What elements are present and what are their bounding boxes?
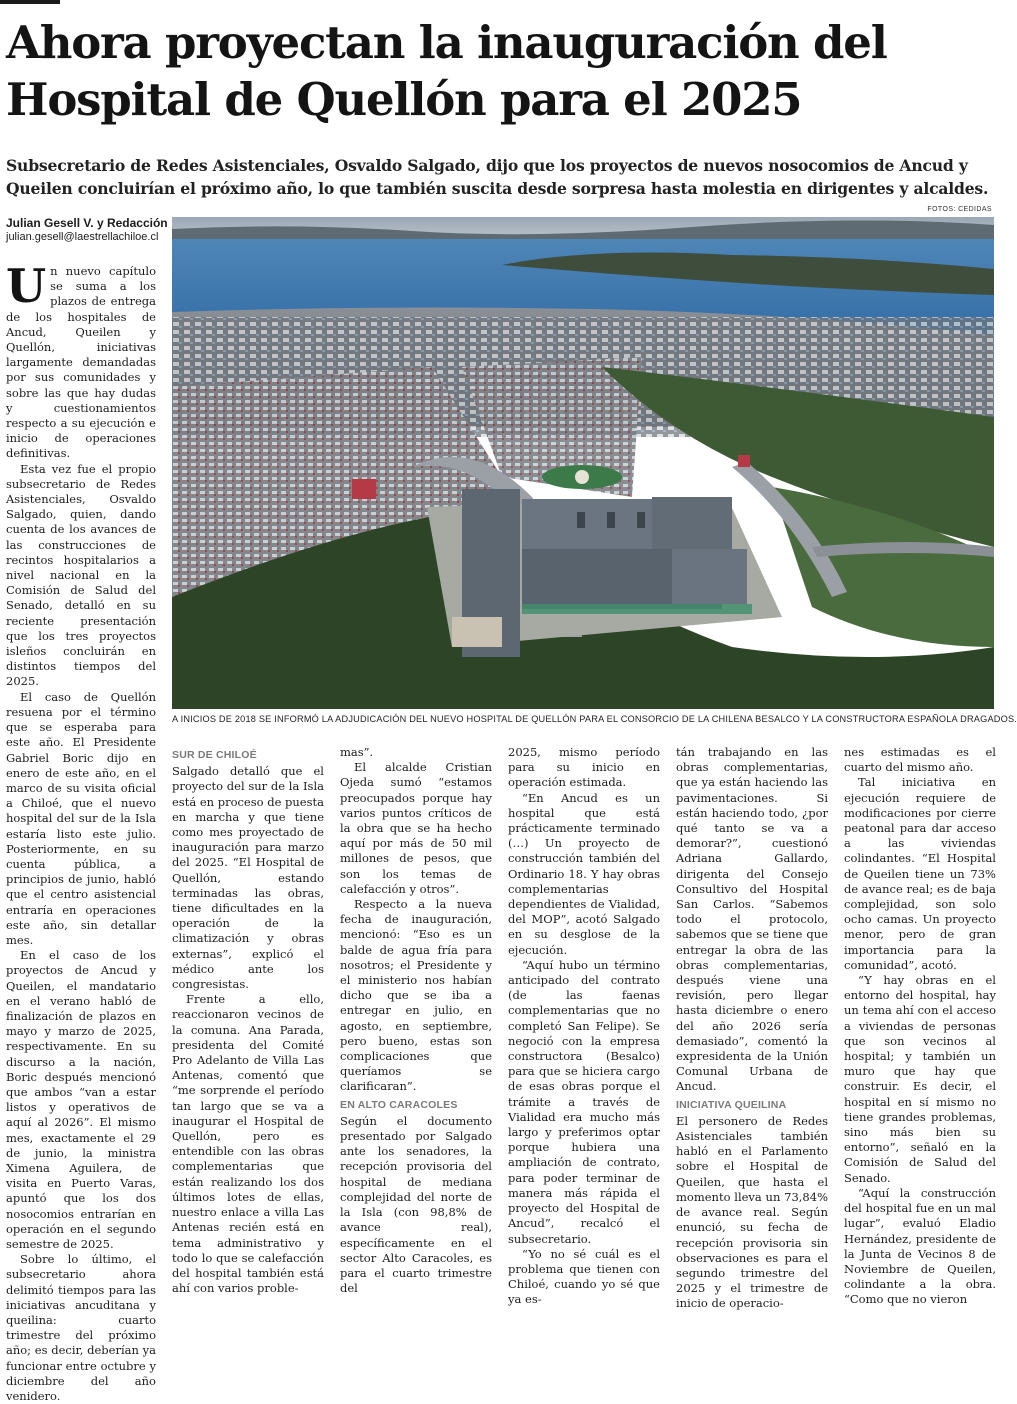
paragraph: 2025, mismo período para su inicio en operación estimada. (508, 745, 660, 790)
article-column-3 (340, 745, 492, 1296)
paragraph: Salgado detalló que el proyecto del sur de la Isla está en proceso de puesta en marcha y que tiene como mes proyectado de inauguración para marzo del 2025. “El Hospital de Quellón, estando terminadas las obras, tiene dificultades en la operación de la climatización y obras externas”, explicó el médico ante los congresistas. (172, 764, 324, 992)
headline: Ahora proyectan la inauguración del Hospital de Quellón para el 2025 (6, 16, 887, 126)
lead-text: n nuevo capítulo se suma a los plazos de entrega de los hospitales de Ancud, Queilen y Quellón, iniciativas largamente demandadas por sus comunidades y sobre las que hay dudas y cuestionamientos respecto a su ejecución e inicio de operaciones definitivas. (6, 264, 156, 461)
paragraph: nes estimadas es el cuarto del mismo año. (844, 745, 996, 775)
section-heading-sur-de-chiloe: SUR DE CHILOÉ (172, 749, 257, 761)
paragraph: Frente a ello, reaccionaron vecinos de la comuna. Ana Parada, presidenta del Comité Pro Adelanto de Villa Las Antenas, comentó que “me sorprende el período tan largo que se va a inaugurar el Hospital de Quellón, pero es entendible con las obras complementarias que están realizando los dos últimos lotes de ellas, nuestro enlace a villa Las Antenas recién está en tema administrativo y todo lo que se calefacción del hospital también está ahí con varios proble- (172, 992, 324, 1296)
subheadline: Subsecretario de Redes Asistenciales, Osvaldo Salgado, dijo que los proyectos de nuevos nosocomios de Ancud y Queilen concluirían el próximo año, lo que también suscita desde sorpresa hasta molestia en dirigentes y alcaldes. (6, 156, 989, 198)
byline-author: Julian Gesell V. y Redacción (6, 216, 168, 230)
article-column-4 (508, 745, 660, 1307)
paragraph: El caso de Quellón resuena por el término que se esperaba para este año. El Presidente Gabriel Boric dijo en enero de este año, en el marco de su visita oficial a Chiloé, que el nuevo hospital del sur de la Isla estaría listo este julio. Posteriormente, en su cuenta pública, a principios de junio, habló que el centro asistencial entraría en operaciones este año, sin detallar mes. (6, 689, 156, 947)
paragraph: El alcalde Cristian Ojeda sumó “estamos preocupados porque hay varios puntos críticos de la obra que se ha hecho aquí por más de 50 mil millones de pesos, que son los temas de calefacción y otros”. (340, 760, 492, 896)
paragraph: “Aquí hubo un término anticipado del contrato (de las faenas complementarias que no completó San Felipe). Se negoció con la empresa constructora (Besalco) para que se hiciera cargo de esas obras porque el trámite a través de Vialidad era mucho más largo y preferimos optar porque hubiera una ampliación de contrato, para poder terminar de manera más rápida el proyecto del Hospital de Ancud”, recalcó el subsecretario. (508, 957, 660, 1246)
byline (6, 216, 176, 244)
paragraph: “Y hay obras en el entorno del hospital, hay un tema ahí con el acceso a viviendas de personas que son vecinos al hospital; y también un muro que hay que construir. Es decir, el hospital en sí mismo no tiene grandes problemas, sino más bien su entorno”, señaló en la Comisión de Salud del Senado. (844, 973, 996, 1185)
paragraph: tán trabajando en las obras complementarias, que ya están haciendo las pavimentaciones. Si están haciendo todo, ¿por qué tanto se va a demorar?”, cuestionó Adriana Gallardo, dirigenta del Consejo Consultivo del Hospital San Carlos. “Sabemos todo el protocolo, sabemos que se tiene que entregar la obra de las obras complementarias, después viene una revisión, pero llegar hasta diciembre o enero del año 2026 sería demasiado”, comentó la expresidenta de la Unión Comunal Urbana de Ancud. (676, 745, 828, 1094)
photo-caption: A INICIOS DE 2018 SE INFORMÓ LA ADJUDICACIÓN DEL NUEVO HOSPITAL DE QUELLÓN PARA EL CONSORCIO DE LA CHILENA BESALCO Y LA CONSTRUCTORA ESPAÑOLA DRAGADOS. (172, 714, 1017, 724)
paragraph: En el caso de los proyectos de Ancud y Queilen, el mandatario en el verano habló de finalización de plazos en mayo y marzo de 2025, respectivamente. En su discurso a la nación, Boric después mencionó que ambos “van a estar listos y operativos de aquí al 2026”. El mismo mes, exactamente el 29 de junio, la ministra Ximena Aguilera, de visita en Puerto Varas, apuntó que los dos nosocomios entrarían en operación en el segundo semestre de 2025. (6, 948, 156, 1251)
paragraph: Respecto a la nueva fecha de inauguración, mencionó: “Eso es un balde de agua fría para nosotros; el Presidente y el ministerio nos habían dicho que se iba a entregar en julio, en agosto, en septiembre, pero bueno, estas son complicaciones que queríamos se clarificaran”. (340, 897, 492, 1094)
paragraph: Sobre lo último, el subsecretario ahora delimitó tiempos para las iniciativas ancuditana y queilina: cuarto trimestre del próximo año; es decir, deberían ya funcionar entre octubre y diciembre del año venidero. (6, 1252, 156, 1404)
hospital-aerial-photo (172, 217, 994, 709)
section-top-bar (0, 0, 60, 4)
paragraph: mas”. (340, 745, 374, 759)
paragraph: Según el documento presentado por Salgado ante los senadores, la recepción provisoria del hospital de mediana complejidad del norte de la Isla (con 98,8% de avance real), específicamente en el sector Alto Caracoles, es para el cuarto trimestre del (340, 1113, 492, 1296)
paragraph (6, 259, 156, 462)
paragraph: Esta vez fue el propio subsecretario de Redes Asistenciales, Osvaldo Salgado, quien, dando cuenta de los avances de las construcciones de recintos hospitalarios a nivel nacional en la Comisión de Salud del Senado, detalló en su reciente presentación que los tres proyectos isleños concluirán en distintos tiempos del 2025. (6, 461, 156, 689)
paragraph: “Aquí la construcción del hospital fue en un mal lugar”, evaluó Eladio Hernández, presidente de la Junta de Vecinos 8 de Noviembre de Queilen, colindante a la obra. “Como que no vieron (844, 1185, 996, 1307)
photo-credit: FOTOS: CEDIDAS (927, 206, 992, 213)
paragraph: Tal iniciativa en ejecución requiere de modificaciones por cierre peatonal para dar acceso a las viviendas colindantes. “El Hospital de Queilen tiene un 73% de avance real; es de baja complejidad, son solo ocho camas. Un proyecto menor, pero de gran importancia para la comunidad”, acotó. (844, 775, 996, 972)
section-heading-iniciativa-queilina: INICIATIVA QUEILINA (676, 1098, 787, 1111)
article-column-6 (844, 745, 996, 1307)
paragraph: “En Ancud es un hospital que está prácticamente terminado (…) Un proyecto de construcción también del Ordinario 18. Y hay obras complementarias dependientes de Vialidad, del MOP”, acotó Salgado en su desglose de la ejecución. (508, 790, 660, 957)
article-column-2 (172, 745, 324, 1296)
byline-email: julian.gesell@laestrellachiloe.cl (6, 231, 159, 243)
paragraph: “Yo no sé cuál es el problema que tienen con Chiloé, cuando yo sé que ya es- (508, 1246, 660, 1307)
aerial-photo-illustration (172, 217, 994, 709)
section-heading-alto-caracoles: EN ALTO CARACOLES (340, 1098, 458, 1111)
drop-cap: U (6, 259, 47, 313)
article-column-5 (676, 745, 828, 1311)
paragraph: El personero de Redes Asistenciales también habló en el Parlamento sobre el Hospital de Queilen, que hasta el momento lleva un 73,84% de avance real. Según enunció, su fecha de recepción provisoria sin observaciones es para el segundo trimestre del 2025 y el trimestre de inicio de operacio- (676, 1113, 828, 1311)
article-column-1 (6, 259, 156, 1404)
